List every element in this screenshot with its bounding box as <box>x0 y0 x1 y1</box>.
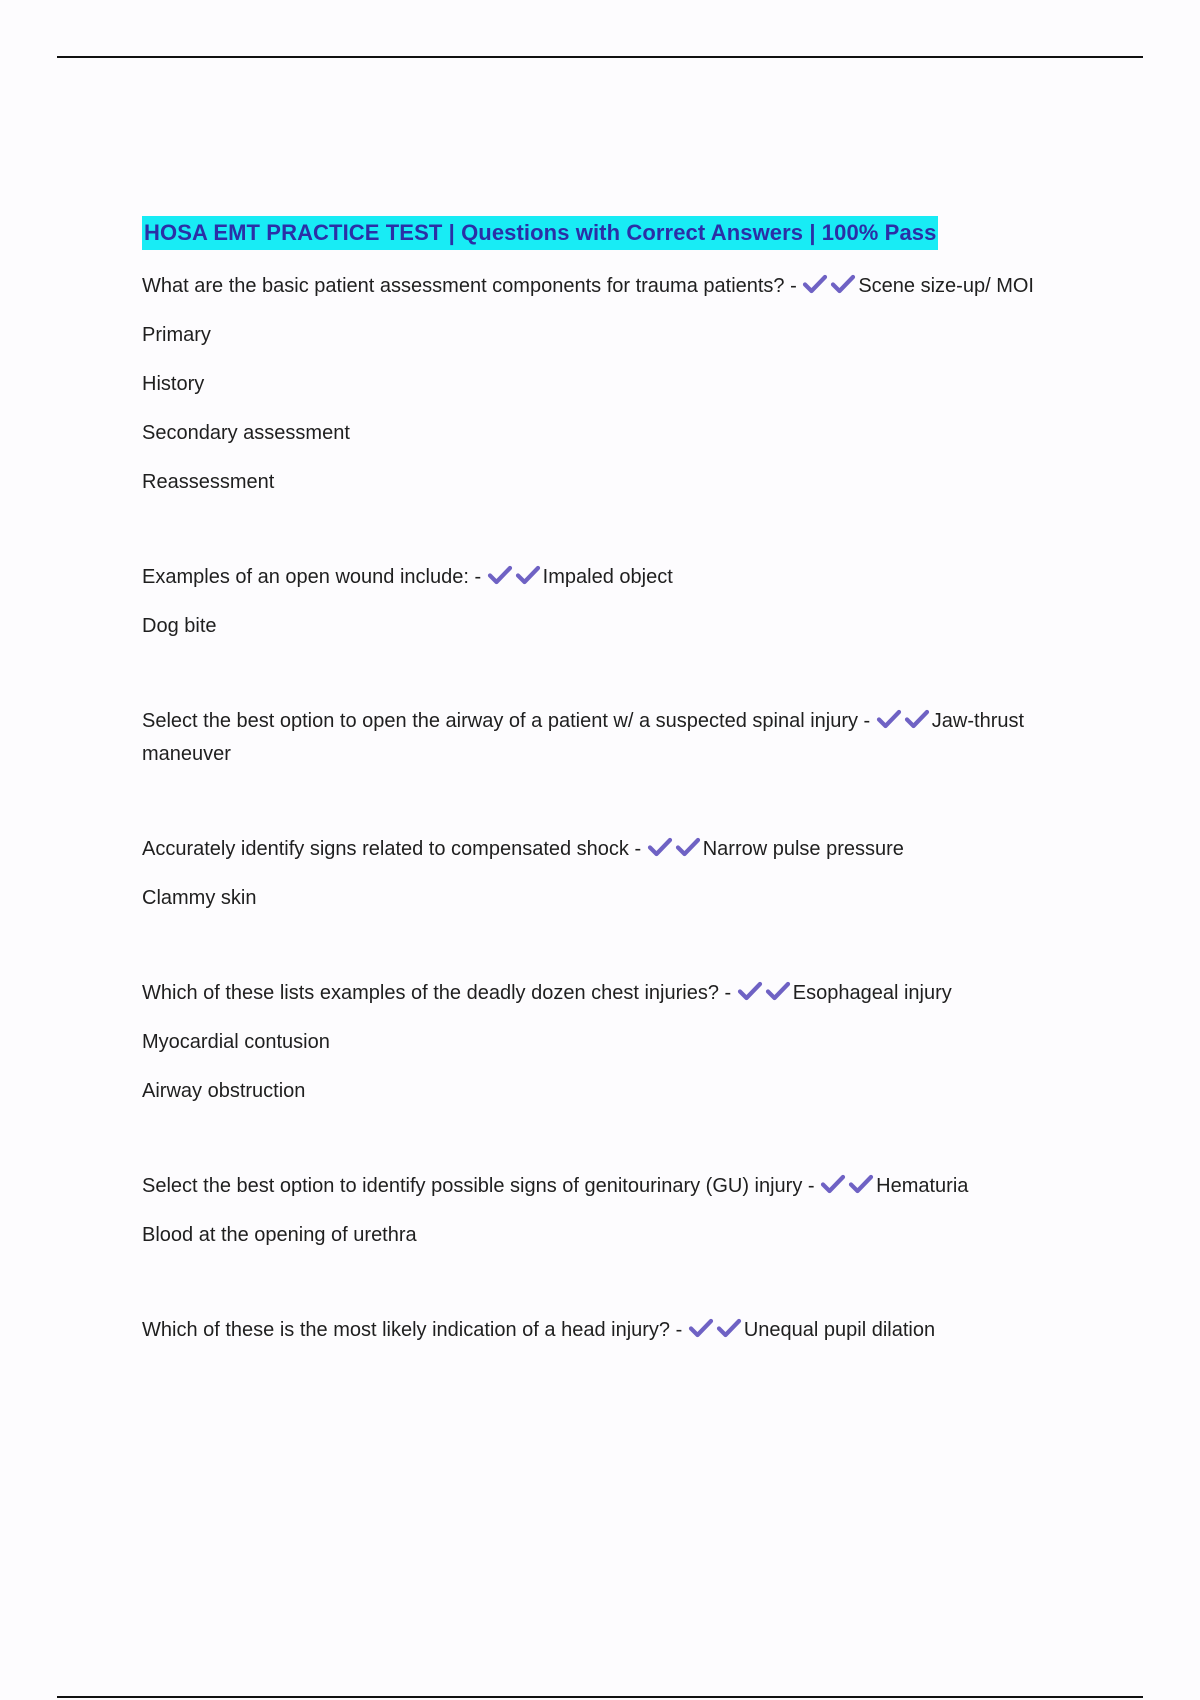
checkmark-icon <box>820 1174 848 1196</box>
separator: - <box>802 1175 821 1197</box>
question-text: What are the basic patient assessment components for trauma patients? <box>142 275 785 297</box>
question-text: Which of these is the most likely indication of a head injury? <box>142 1319 671 1341</box>
question-line <box>142 977 1072 1010</box>
answer-line: Blood at the opening of urethra <box>142 1224 417 1246</box>
question-text: Accurately identify signs related to compensated shock <box>142 838 629 860</box>
qa-item <box>142 833 1072 915</box>
top-rule <box>57 56 1143 58</box>
answer-text: Narrow pulse pressure <box>702 838 904 860</box>
checkmark-icon <box>688 1318 716 1340</box>
checkmark-icon <box>802 274 830 296</box>
answer-line: Reassessment <box>142 471 275 493</box>
question-line <box>142 833 1072 866</box>
qa-item <box>142 270 1072 499</box>
answer-line: Primary <box>142 324 211 346</box>
checkmark-icon <box>487 565 515 587</box>
checkmark-icon <box>848 1174 876 1196</box>
question-text: Which of these lists examples of the deadly dozen chest injuries? <box>142 982 719 1004</box>
document-body <box>142 216 1072 1347</box>
answer-text: Esophageal injury <box>792 982 952 1004</box>
question-text: Examples of an open wound include: <box>142 566 469 588</box>
answer-text: Unequal pupil dilation <box>743 1319 936 1341</box>
answer-text: Scene size-up/ MOI <box>858 275 1034 297</box>
separator: - <box>718 982 737 1004</box>
separator: - <box>670 1319 688 1341</box>
answer-line: Dog bite <box>142 615 217 637</box>
answer-line: Secondary assessment <box>142 422 350 444</box>
question-line <box>142 561 1072 594</box>
question-text: Select the best option to open the airway of a patient w/ a suspected spinal injury <box>142 710 858 732</box>
question-line <box>142 1170 1072 1203</box>
qa-item <box>142 705 1072 771</box>
bottom-rule <box>57 1696 1143 1698</box>
separator: - <box>858 710 876 732</box>
qa-item <box>142 561 1072 643</box>
question-line <box>142 705 1072 771</box>
answer-text: Hematuria <box>876 1175 969 1197</box>
question-line <box>142 1314 1072 1347</box>
checkmark-icon <box>830 274 858 296</box>
answer-text: Impaled object <box>542 566 673 588</box>
checkmark-icon <box>675 837 703 859</box>
qa-item <box>142 1314 1072 1347</box>
question-line <box>142 270 1072 303</box>
answer-line: Clammy skin <box>142 887 257 909</box>
question-text: Select the best option to identify possible signs of genitourinary (GU) injury <box>142 1175 803 1197</box>
qa-item <box>142 977 1072 1108</box>
answer-line: Myocardial contusion <box>142 1031 330 1053</box>
separator: - <box>784 275 803 297</box>
checkmark-icon <box>515 565 543 587</box>
separator: - <box>628 838 647 860</box>
qa-item <box>142 1170 1072 1252</box>
checkmark-icon <box>716 1318 744 1340</box>
qa-list <box>142 270 1072 1347</box>
answer-line: Airway obstruction <box>142 1080 306 1102</box>
answer-text: Jaw-thrust maneuver <box>142 710 1025 765</box>
checkmark-icon <box>765 981 793 1003</box>
checkmark-icon <box>647 837 675 859</box>
checkmark-icon <box>904 709 932 731</box>
document-title: HOSA EMT PRACTICE TEST | Questions with Correct Answers | 100% Pass <box>142 216 938 250</box>
separator: - <box>468 566 487 588</box>
checkmark-icon <box>737 981 765 1003</box>
checkmark-icon <box>876 709 904 731</box>
answer-line: History <box>142 373 205 395</box>
